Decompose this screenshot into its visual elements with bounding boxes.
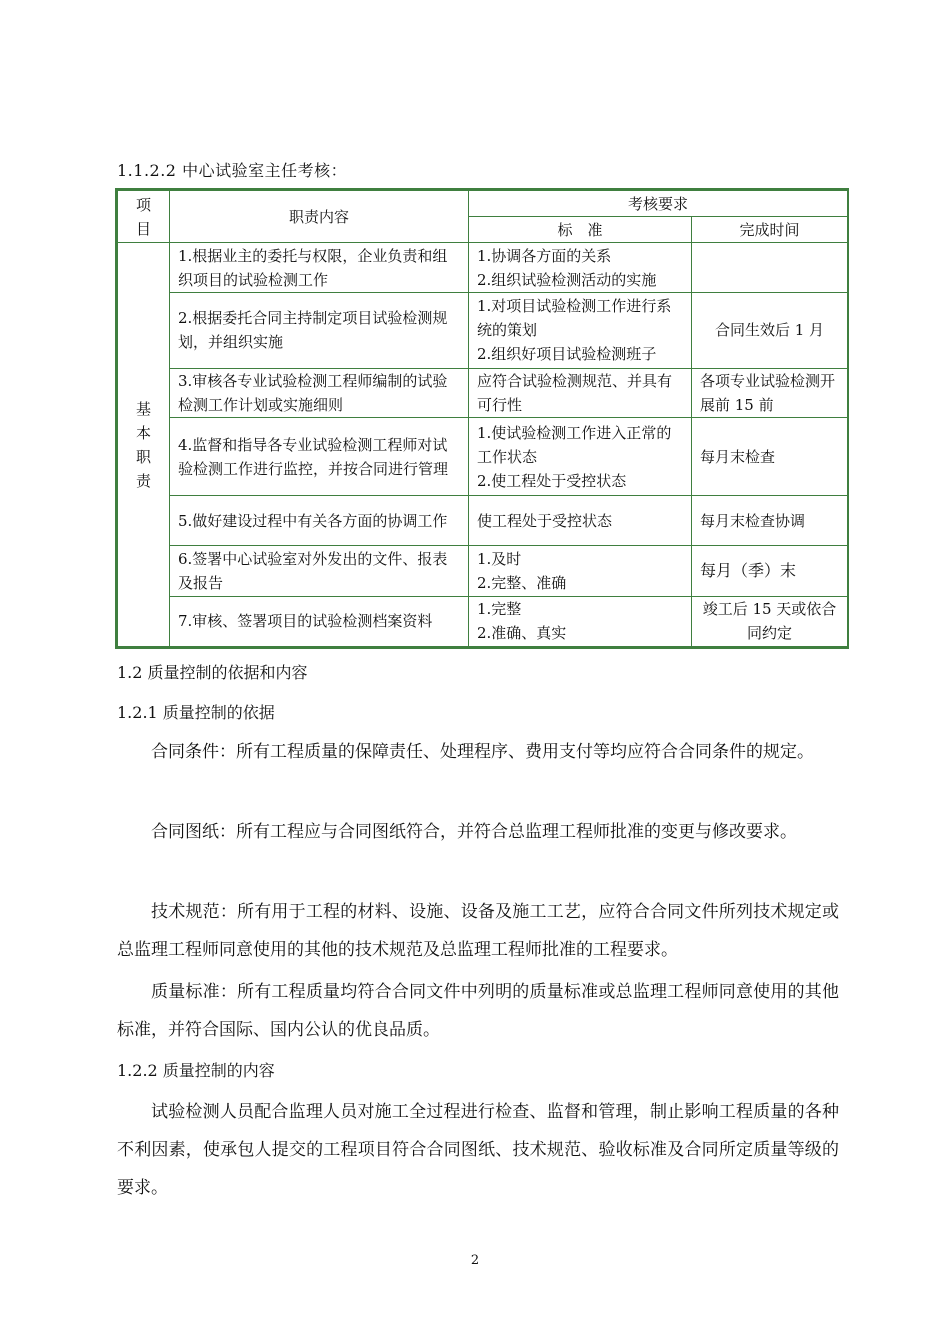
duty-cell: 4.监督和指导各专业试验检测工程师对试验检测工作进行监控，并按合同进行管理 [170,418,469,496]
table-row [118,369,848,418]
paragraph-tech-specs: 技术规范：所有用于工程的材料、设施、设备及施工工艺，应符合合同文件所列技术规定或总监理工程师同意使用的其他的技术规范及总监理工程师批准的工程要求。 [117,902,839,960]
row-group-char: 责 [135,471,151,490]
standard-cell [469,243,692,292]
header-standard: 标 准 [469,217,692,243]
table-row [118,243,848,292]
duty-cell: 5.做好建设过程中有关各方面的协调工作 [170,495,469,545]
standard-cell [469,546,692,596]
duty-cell: 7.审核、签署项目的试验检测档案资料 [170,596,469,646]
heading-1-2-2: 1.2.2 质量控制的内容 [117,1061,275,1080]
table-row [118,546,848,596]
standard-cell [469,292,692,369]
row-group-char: 基 [135,399,151,418]
time-cell: 每月末检查 [692,418,848,496]
standard-cell [469,596,692,646]
table-row [118,596,848,646]
row-group-char: 职 [135,447,151,466]
standard-line: 1.协调各方面的关系 [477,246,612,265]
duty-cell: 2.根据委托合同主持制定项目试验检测规划，并组织实施 [170,292,469,369]
row-group-char: 本 [135,423,151,442]
standard-line: 1.及时 [477,549,522,568]
row-group-label [118,243,170,647]
time-cell: 每月（季）末 [692,546,848,596]
header-requirements: 考核要求 [469,191,848,217]
paragraph-contract-drawings: 合同图纸：所有工程应与合同图纸符合，并符合总监理工程师批准的变更与修改要求。 [151,822,797,842]
time-cell: 各项专业试验检测开展前 15 前 [692,369,848,418]
standard-line: 应符合试验检测规范、并具有可行性 [477,372,673,415]
page-number: 2 [470,1253,480,1268]
standard-line: 2.组织试验检测活动的实施 [477,270,657,289]
standard-line: 2.使工程处于受控状态 [477,471,627,490]
standard-line: 使工程处于受控状态 [477,511,613,530]
time-cell: 合同生效后 1 月 [692,292,848,369]
standard-cell [469,418,692,496]
standard-line: 2.完整、准确 [477,573,567,592]
heading-1-2-1: 1.2.1 质量控制的依据 [117,703,275,722]
section-title: 1.1.2.2 中心试验室主任考核： [117,161,348,180]
assessment-table [115,188,849,649]
paragraph-quality-standard: 质量标准：所有工程质量均符合合同文件中列明的质量标准或总监理工程师同意使用的其他标准，并符合国际、国内公认的优良品质。 [117,982,839,1040]
time-cell: 每月末检查协调 [692,495,848,545]
standard-line: 1.使试验检测工作进入正常的工作状态 [477,423,672,466]
standard-cell [469,369,692,418]
header-time: 完成时间 [692,217,848,243]
paragraph-contract-conditions: 合同条件：所有工程质量的保障责任、处理程序、费用支付等均应符合合同条件的规定。 [151,742,814,762]
header-item [118,191,170,243]
standard-line: 1.对项目试验检测工作进行系统的策划 [477,297,672,340]
time-cell [692,243,848,292]
standard-line: 1.完整 [477,600,522,619]
duty-cell: 6.签署中心试验室对外发出的文件、报表及报告 [170,546,469,596]
duty-cell: 3.审核各专业试验检测工程师编制的试验检测工作计划或实施细则 [170,369,469,418]
paragraph-control-content: 试验检测人员配合监理人员对施工全过程进行检查、监督和管理，制止影响工程质量的各种不利因素，使承包人提交的工程项目符合合同图纸、技术规范、验收标准及合同所定质量等级的要求。 [117,1102,839,1198]
standard-line: 2.准确、真实 [477,624,567,643]
heading-1-2: 1.2 质量控制的依据和内容 [117,663,308,682]
duty-cell: 1.根据业主的委托与权限，企业负责和组织项目的试验检测工作 [170,243,469,292]
table-row [118,418,848,496]
standard-line: 2.组织好项目试验检测班子 [477,345,657,364]
time-cell: 竣工后 15 天或依合同约定 [692,596,848,646]
header-item-char: 目 [135,219,151,238]
table-row [118,495,848,545]
table-row [118,292,848,369]
standard-cell [469,495,692,545]
header-item-char: 项 [135,195,151,214]
header-duty: 职责内容 [170,191,469,243]
